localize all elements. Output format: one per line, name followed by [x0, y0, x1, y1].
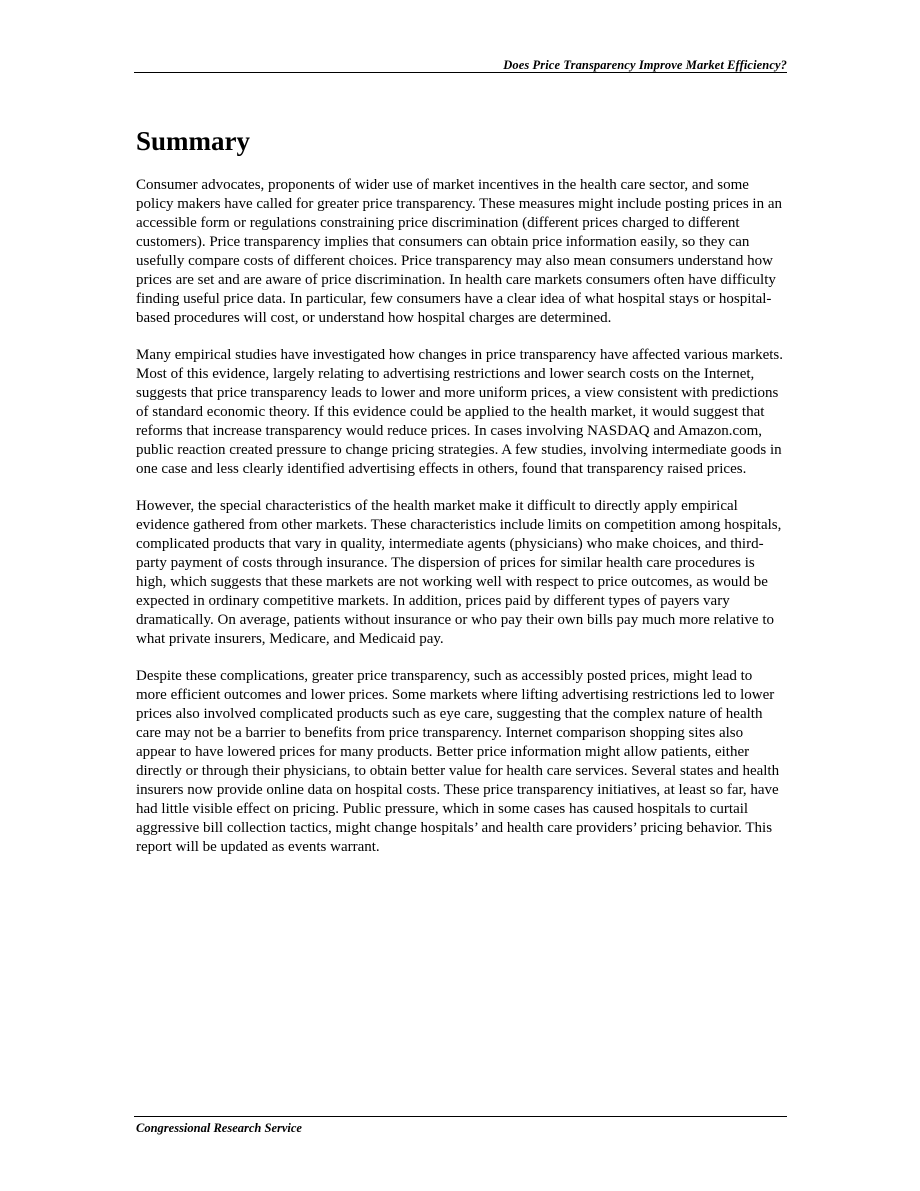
summary-body [136, 176, 786, 875]
running-title: Does Price Transparency Improve Market Efficiency? [503, 58, 787, 72]
paragraph: Many empirical studies have investigated how changes in price transparency have affected various markets. Most of this evidence, largely relating to advertising restrictions and lower search costs on the Internet, suggests that price transparency leads to lower and more uniform prices, a view consistent with predictions of standard economic theory. If this evidence could be applied to the health market, it would suggest that reforms that increase transparency would reduce prices. In cases involving NASDAQ and Amazon.com, public reaction created pressure to change pricing strategies. A few studies, involving intermediate goods in one case and less clearly identified advertising effects in others, found that transparency raised prices. [136, 347, 783, 477]
section-title: Summary [136, 126, 250, 156]
page-header [134, 56, 787, 73]
paragraph: Despite these complications, greater price transparency, such as accessibly posted prices, might lead to more efficient outcomes and lower prices. Some markets where lifting advertising restrictions led to lower prices also involved complicated products such as eye care, suggesting that the complex nature of health care may not be a barrier to benefits from price transparency. Internet comparison shopping sites also appear to have lowered prices for many products. Better price information might allow patients, either directly or through their physicians, to obtain better value for health care services. Several states and health insurers now provide online data on hospital costs. These price transparency initiatives, at least so far, have had little visible effect on pricing. Public pressure, which in some cases has caused hospitals to curtail aggressive bill collection tactics, might change hospitals’ and health care providers’ pricing behavior. This report will be updated as events warrant. [136, 668, 780, 855]
paragraph: Consumer advocates, proponents of wider use of market incentives in the health care sector, and some policy makers have called for greater price transparency. These measures might include posting prices in an accessible form or regulations constraining price discrimination (different prices charged to different customers). Price transparency implies that consumers can obtain price information easily, so they can usefully compare costs of different choices. Price transparency may also mean consumers understand how prices are set and are aware of price discrimination. In health care markets consumers often have difficulty finding useful price data. In particular, few consumers have a clear idea of what hospital stays or hospital-based procedures will cost, or understand how hospital charges are determined. [136, 177, 783, 326]
page-footer [134, 1116, 787, 1136]
paragraph: However, the special characteristics of the health market make it difficult to directly apply empirical evidence gathered from other markets. These characteristics include limits on competition among hospitals, complicated products that vary in quality, intermediate agents (physicians) who make choices, and third-party payment of costs through insurance. The dispersion of prices for similar health care procedures is high, which suggests that these markets are not working well with respect to price outcomes, as would be expected in ordinary competitive markets. In addition, prices paid by different types of payers vary dramatically. On average, patients without insurance or who pay their own bills pay much more relative to what private insurers, Medicare, and Medicaid pay. [136, 498, 782, 647]
footer-organization: Congressional Research Service [136, 1121, 302, 1135]
